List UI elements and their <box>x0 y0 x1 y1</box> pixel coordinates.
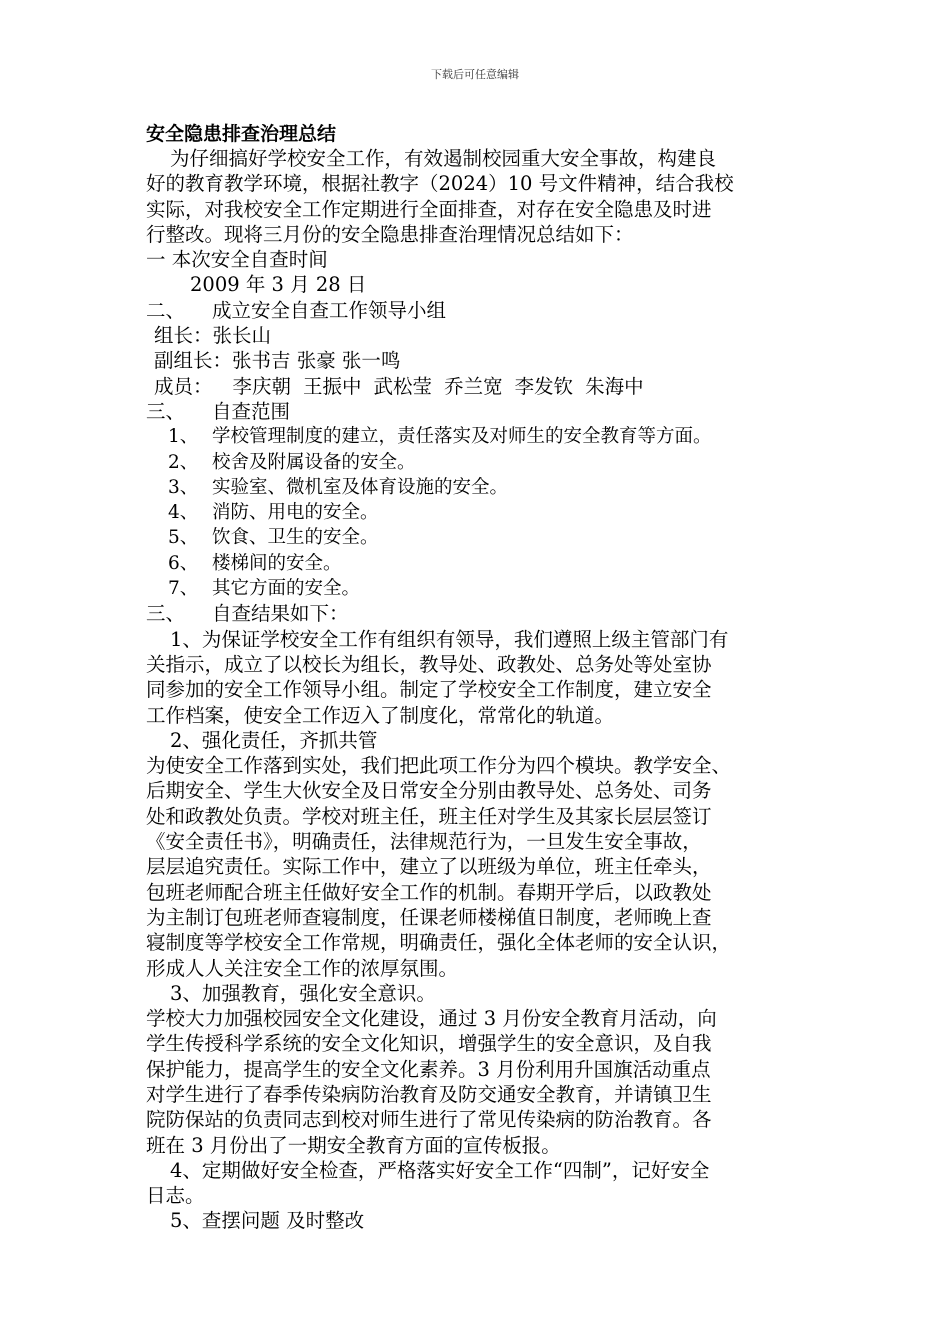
result-paragraph-line: 对学生进行了春季传染病防治教育及防交通安全教育，并请镇卫生 <box>146 1082 712 1106</box>
section2-title: 成立安全自查工作领导小组 <box>212 298 447 322</box>
scope-item-text: 饮食、卫生的安全。 <box>212 527 379 549</box>
section3-number: 三、 <box>146 399 186 423</box>
members-line <box>146 374 826 399</box>
result-paragraph-line: 关指示，成立了以校长为组长，教导处、政教处、总务处等处室协 <box>146 652 712 676</box>
section3-title: 自查范围 <box>212 399 291 423</box>
scope-item-text: 楼梯间的安全。 <box>212 552 342 574</box>
scope-item-text: 学校管理制度的建立，责任落实及对师生的安全教育等方面。 <box>212 426 712 448</box>
result-paragraph-line: 工作档案，使安全工作迈入了制度化，常常化的轨道。 <box>146 703 615 727</box>
scope-item <box>146 450 826 475</box>
result-paragraph-line: 班在 3 月份出了一期安全教育方面的宣传板报。 <box>146 1133 561 1157</box>
scope-item-number: 4、 <box>168 502 199 524</box>
result-paragraph-line: 层层追究责任。实际工作中，建立了以班级为单位，班主任牵头， <box>146 855 712 879</box>
section4-heading <box>146 601 826 626</box>
section4-number: 三、 <box>146 602 186 626</box>
result-paragraph-line: 1、为保证学校安全工作有组织有领导，我们遵照上级主管部门有 <box>170 627 729 651</box>
member-name: 李发钦 <box>514 374 574 398</box>
intro-line: 为仔细搞好学校安全工作，有效遏制校园重大安全事故，构建良 <box>170 147 717 170</box>
scope-item-text: 其它方面的安全。 <box>212 578 361 600</box>
section3-heading <box>146 399 826 424</box>
result-paragraph-line: 学生传授科学系统的安全文化知识，增强学生的安全意识，及自我 <box>146 1032 712 1056</box>
member-name: 李庆朝 <box>232 374 292 398</box>
result-subheading: 3、加强教育，强化安全意识。 <box>170 981 436 1005</box>
scope-item-number: 7、 <box>168 578 199 600</box>
result-paragraph-line: 4、定期做好安全检查，严格落实好安全工作“四制”，记好安全 <box>170 1158 710 1182</box>
result-subheading: 5、查摆问题 及时整改 <box>170 1209 365 1233</box>
result-paragraph-line: 保护能力，提高学生的安全文化素养。3 月份利用升国旗活动重点 <box>146 1057 711 1081</box>
scope-item <box>146 475 826 500</box>
scope-item-text: 消防、用电的安全。 <box>212 502 379 524</box>
section4-title: 自查结果如下： <box>212 602 349 626</box>
scope-item <box>146 551 826 576</box>
scope-item-number: 5、 <box>168 527 199 549</box>
scope-item <box>146 525 826 550</box>
scope-item-number: 1、 <box>168 426 199 448</box>
member-name: 王振中 <box>303 374 362 398</box>
scope-item-number: 6、 <box>168 552 199 574</box>
result-paragraph-line: 包班老师配合班主任做好安全工作的机制。春期开学后，以政教处 <box>146 880 712 904</box>
section2-heading <box>146 298 826 323</box>
document-body <box>146 146 826 1234</box>
scope-item <box>146 424 826 449</box>
result-paragraph-line: 日志。 <box>146 1184 205 1208</box>
document-title: 安全隐患排查治理总结 <box>146 123 337 145</box>
scope-item-text: 校舍及附属设备的安全。 <box>212 451 416 473</box>
intro-line: 实际，对我校安全工作定期进行全面排查，对存在安全隐患及时进 <box>146 197 712 221</box>
member-name: 武松莹 <box>373 374 433 398</box>
section1-heading: 一 本次安全自查时间 <box>146 248 328 272</box>
section2-number: 二、 <box>146 298 186 322</box>
deputy-line: 副组长：张书吉 张豪 张一鸣 <box>154 349 401 373</box>
result-subheading: 2、强化责任，齐抓共管 <box>170 728 378 752</box>
result-paragraph-line: 为主制订包班老师查寝制度，任课老师楼梯值日制度，老师晚上查 <box>146 905 712 929</box>
result-paragraph-line: 为使安全工作落到实处，我们把此项工作分为四个模块。教学安全、 <box>146 754 732 778</box>
member-name: 朱海中 <box>585 374 644 398</box>
scope-item <box>146 500 826 525</box>
result-paragraph-line: 学校大力加强校园安全文化建设，通过 3 月份安全教育月活动，向 <box>146 1007 717 1031</box>
result-paragraph-line: 处和政教处负责。学校对班主任，班主任对学生及其家长层层签订 <box>146 804 712 828</box>
members-label: 成员： <box>154 374 213 398</box>
scope-item-number: 2、 <box>168 451 199 473</box>
result-paragraph-line: 《安全责任书》，明确责任，法律规范行为，一旦发生安全事故， <box>146 830 702 854</box>
result-paragraph-line: 形成人人关注安全工作的浓厚氛围。 <box>146 956 459 980</box>
scope-item-number: 3、 <box>168 476 199 498</box>
member-name: 乔兰宽 <box>444 374 503 398</box>
result-paragraph-line: 寝制度等学校安全工作常规，明确责任，强化全体老师的安全认识， <box>146 931 732 955</box>
intro-line: 行整改。现将三月份的安全隐患排查治理情况总结如下： <box>146 222 634 246</box>
section1-date: 2009 年 3 月 28 日 <box>190 273 367 297</box>
result-paragraph-line: 院防保站的负责同志到校对师生进行了常见传染病的防治教育。各 <box>146 1108 712 1132</box>
result-paragraph-line: 后期安全、学生大伙安全及日常安全分别由教导处、总务处、司务 <box>146 779 712 803</box>
intro-line: 好的教育教学环境，根据社教字（2024）10 号文件精神，结合我校 <box>146 172 734 196</box>
leader-line: 组长：张长山 <box>154 324 272 348</box>
page-header: 下载后可任意编辑 <box>431 68 519 81</box>
scope-item <box>146 576 826 601</box>
result-paragraph-line: 同参加的安全工作领导小组。制定了学校安全工作制度，建立安全 <box>146 678 712 702</box>
scope-item-text: 实验室、微机室及体育设施的安全。 <box>212 476 509 498</box>
